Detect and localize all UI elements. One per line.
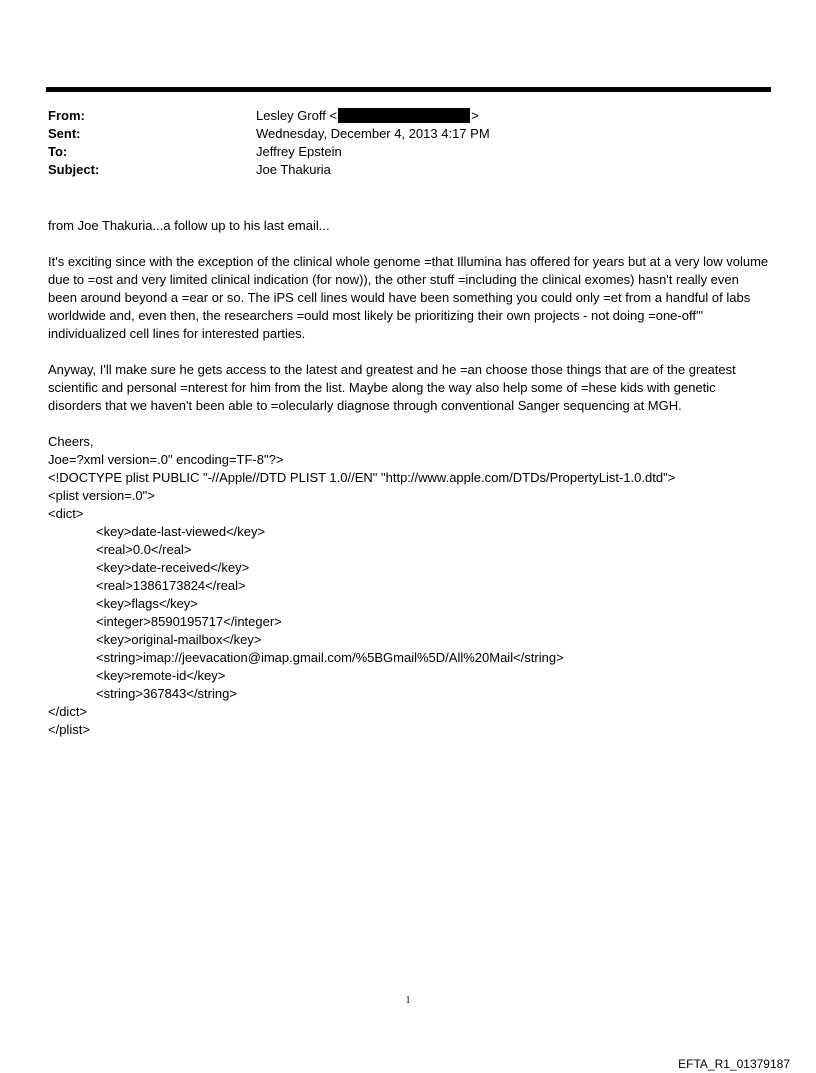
document-id: EFTA_R1_01379187 <box>678 1057 790 1071</box>
plist-entry-line: <key>date-received</key> <box>96 560 250 575</box>
to-label: To: <box>48 144 68 159</box>
subject-label: Subject: <box>48 162 100 177</box>
to-value: Jeffrey Epstein <box>256 144 342 159</box>
sent-label: Sent: <box>48 126 81 141</box>
doctype-line: <!DOCTYPE plist PUBLIC "-//Apple//DTD PLIST 1.0//EN" "http://www.apple.com/DTDs/PropertyList-1.0.dtd"> <box>48 470 676 485</box>
page-number: 1 <box>405 995 411 1006</box>
plist-entry-line: <key>original-mailbox</key> <box>96 632 262 647</box>
header-rule <box>46 87 771 92</box>
email-header <box>48 107 748 179</box>
from-label: From: <box>48 108 85 123</box>
email-open-bracket: < <box>329 108 338 123</box>
signature-and-plist <box>48 433 770 739</box>
from-value <box>256 107 748 125</box>
plist-entry-line: <key>flags</key> <box>96 596 198 611</box>
plist-entry-line: <real>0.0</real> <box>96 542 192 557</box>
dict-open-line: <dict> <box>48 506 84 521</box>
plist-close-line: </plist> <box>48 722 90 737</box>
sender-name: Lesley Groff <box>256 108 326 123</box>
email-close-bracket: > <box>471 108 479 123</box>
intro-paragraph: from Joe Thakuria...a follow up to his last email... <box>48 218 330 233</box>
from-row <box>48 107 748 125</box>
plist-entry-line: <integer>8590195717</integer> <box>96 614 282 629</box>
email-body <box>48 217 770 739</box>
body-paragraph-2: Anyway, I'll make sure he gets access to the latest and greatest and he =an choose those things that are of the greatest scientific and personal =nterest for him from the list. Maybe along the way also help some of =hese kids with genetic disorders that we haven't been able to =olecularly diagnose through conventional Sanger sequencing at MGH. <box>48 362 736 413</box>
subject-value: Joe Thakuria <box>256 162 331 177</box>
plist-entry-line: <string>367843</string> <box>96 686 237 701</box>
body-paragraph-1: It's exciting since with the exception of the clinical whole genome =that Illumina has offered for years but at a very low volume due to =ost and very limited clinical indication (for now)), the other stuff =including the clinical exomes) hasn't really even been around beyond a =ear or so. The iPS cell lines would have been something you could only =et from a handful of labs worldwide and, even then, the researchers =ould most likely be prioritizing their own projects - not doing =one-off'" individualized cell lines for interested parties. <box>48 254 769 341</box>
plist-entry-line: <key>date-last-viewed</key> <box>96 524 266 539</box>
to-row <box>48 143 748 161</box>
signoff-line: Cheers, <box>48 434 94 449</box>
dict-close-line: </dict> <box>48 704 88 719</box>
plist-entry-line: <string>imap://jeevacation@imap.gmail.com/%5BGmail%5D/All%20Mail</string> <box>96 650 564 665</box>
subject-row <box>48 161 748 179</box>
redaction-box <box>338 108 470 123</box>
plist-entry-line: <real>1386173824</real> <box>96 578 246 593</box>
sent-row <box>48 125 748 143</box>
plist-entry-line: <key>remote-id</key> <box>96 668 226 683</box>
xml-declaration-line: Joe=?xml version=.0" encoding=TF-8"?> <box>48 452 284 467</box>
sent-value: Wednesday, December 4, 2013 4:17 PM <box>256 126 490 141</box>
plist-open-line: <plist version=.0"> <box>48 488 155 503</box>
